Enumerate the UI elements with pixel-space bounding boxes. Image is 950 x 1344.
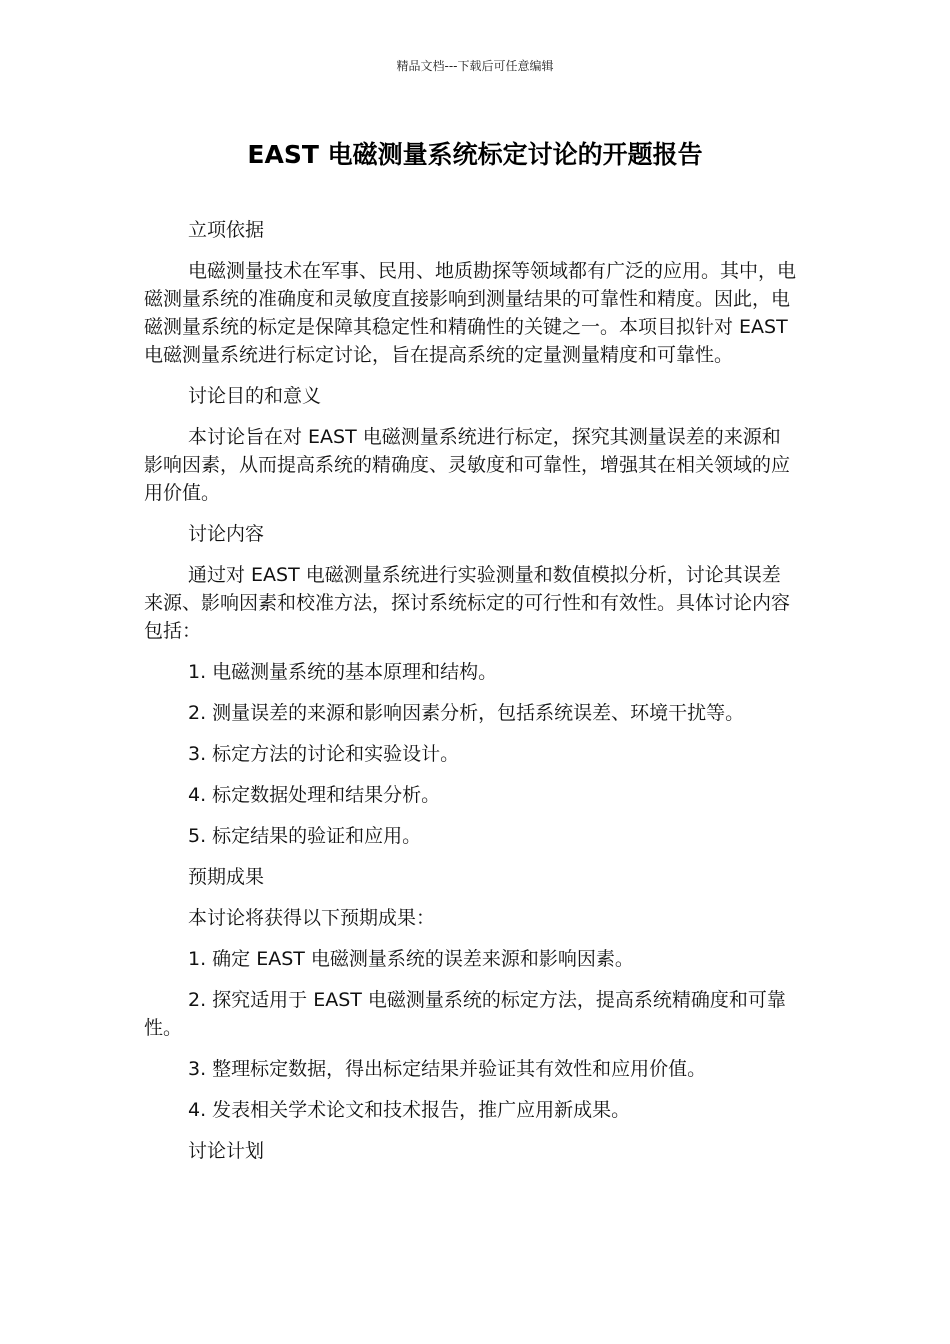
page-header: 精品文档---下载后可任意编辑 [396, 59, 554, 73]
section-heading-purpose: 讨论目的和意义 [188, 385, 322, 407]
content-list-item: 2. 测量误差的来源和影响因素分析，包括系统误差、环境干扰等。 [188, 702, 745, 724]
content-list-item: 4. 标定数据处理和结果分析。 [188, 784, 441, 806]
results-list-item: 4. 发表相关学术论文和技术报告，推广应用新成果。 [188, 1099, 631, 1121]
section-heading-basis: 立项依据 [188, 219, 265, 241]
results-intro: 本讨论将获得以下预期成果： [188, 907, 436, 929]
results-list-item: 1. 确定 EAST 电磁测量系统的误差来源和影响因素。 [188, 948, 634, 970]
results-list-item: 2. 探究适用于 EAST 电磁测量系统的标定方法，提高系统精确度和可靠性。 [144, 989, 786, 1039]
document-title: EAST 电磁测量系统标定讨论的开题报告 [247, 140, 703, 169]
section-heading-content: 讨论内容 [188, 523, 265, 545]
section-heading-plan: 讨论计划 [188, 1140, 265, 1162]
results-list-item: 3. 整理标定数据，得出标定结果并验证其有效性和应用价值。 [188, 1058, 707, 1080]
purpose-paragraph: 本讨论旨在对 EAST 电磁测量系统进行标定，探究其测量误差的来源和影响因素，从而提高系统的精确度、灵敏度和可靠性，增强其在相关领域的应用价值。 [144, 426, 791, 504]
document-body [144, 216, 796, 1178]
content-paragraph: 通过对 EAST 电磁测量系统进行实验测量和数值模拟分析，讨论其误差来源、影响因素和校准方法，探讨系统标定的可行性和有效性。具体讨论内容包括： [144, 564, 791, 642]
section-heading-results: 预期成果 [188, 866, 265, 888]
basis-paragraph: 电磁测量技术在军事、民用、地质勘探等领域都有广泛的应用。其中，电磁测量系统的准确度和灵敏度直接影响到测量结果的可靠性和精度。因此，电磁测量系统的标定是保障其稳定性和精确性的关键之一。本项目拟针对 EAST 电磁测量系统进行标定讨论，旨在提高系统的定量测量精度和可靠性。 [144, 260, 797, 366]
content-list-item: 1. 电磁测量系统的基本原理和结构。 [188, 661, 498, 683]
content-list-item: 5. 标定结果的验证和应用。 [188, 825, 422, 847]
content-list-item: 3. 标定方法的讨论和实验设计。 [188, 743, 460, 765]
